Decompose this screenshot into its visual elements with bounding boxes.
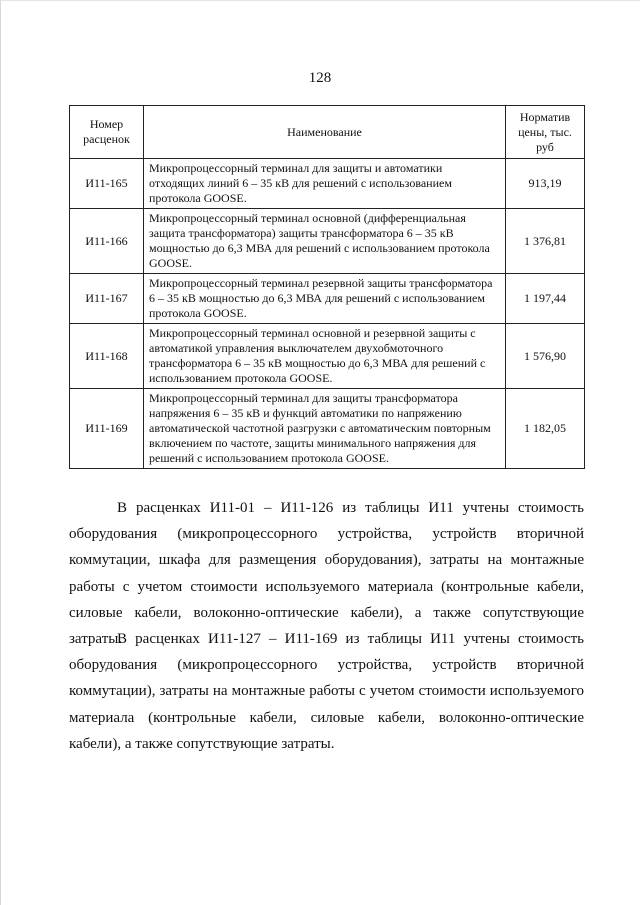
header-name: Наименование	[144, 106, 506, 159]
row-name: Микропроцессорный терминал основной (дифференциальная защита трансформатора) защиты трансформатора 6 – 35 кВ мощностью до 6,3 МВА для решений с использованием протокола GOOSE.	[144, 209, 506, 274]
page-number: 128	[308, 70, 332, 86]
row-name: Микропроцессорный терминал основной и резервной защиты с автоматикой управления выключателем двухобмоточного трансформатора 6 – 35 кВ мощностью до 6,3 МВА для решений с использованием протокола GOOSE.	[144, 324, 506, 389]
header-code: Номер расценок	[70, 106, 144, 159]
row-price: 1 182,05	[506, 389, 585, 469]
paragraph-1: В расценках И11-01 – И11-126 из таблицы И11 учтены стоимость оборудования (микропроцессорного устройства, устройств вторичной коммутации, шкафа для размещения оборудования), затраты на монтажные работы с учетом стоимости используемого материала (контрольные кабели, силовые кабели, волоконно-оптические кабели), а также сопутствующие затраты.	[69, 500, 584, 648]
table-row	[70, 324, 585, 389]
row-code: И11-165	[70, 159, 144, 209]
row-name: Микропроцессорный терминал для защиты трансформатора напряжения 6 – 35 кВ и функций автоматики по напряжению автоматической частотной разгрузки с автоматическим повторным включением по частоте, защиты минимального напряжения для решений с использованием протокола GOOSE.	[144, 389, 506, 469]
row-code: И11-167	[70, 274, 144, 324]
row-price: 913,19	[506, 159, 585, 209]
row-code: И11-166	[70, 209, 144, 274]
row-price: 1 376,81	[506, 209, 585, 274]
header-price: Норматив цены, тыс. руб	[506, 106, 585, 159]
row-code: И11-169	[70, 389, 144, 469]
row-price: 1 197,44	[506, 274, 585, 324]
row-price: 1 576,90	[506, 324, 585, 389]
table-header-row	[70, 106, 585, 159]
table-row	[70, 159, 585, 209]
paragraph-2: В расценках И11-127 – И11-169 из таблицы И11 учтены стоимость оборудования (микропроцессорного устройства, устройств вторичной коммутации), затраты на монтажные работы с учетом стоимости используемого материала (контрольные кабели, силовые кабели, волоконно-оптические кабели), а также сопутствующие затраты.	[69, 631, 584, 752]
table-row	[70, 389, 585, 469]
row-code: И11-168	[70, 324, 144, 389]
table-row	[70, 209, 585, 274]
row-name: Микропроцессорный терминал резервной защиты трансформатора 6 – 35 кВ мощностью до 6,3 МВА для решений с использованием протокола GOOSE.	[144, 274, 506, 324]
table-row	[70, 274, 585, 324]
row-name: Микропроцессорный терминал для защиты и автоматики отходящих линий 6 – 35 кВ для решений с использованием протокола GOOSE.	[144, 159, 506, 209]
rates-table	[69, 105, 585, 469]
